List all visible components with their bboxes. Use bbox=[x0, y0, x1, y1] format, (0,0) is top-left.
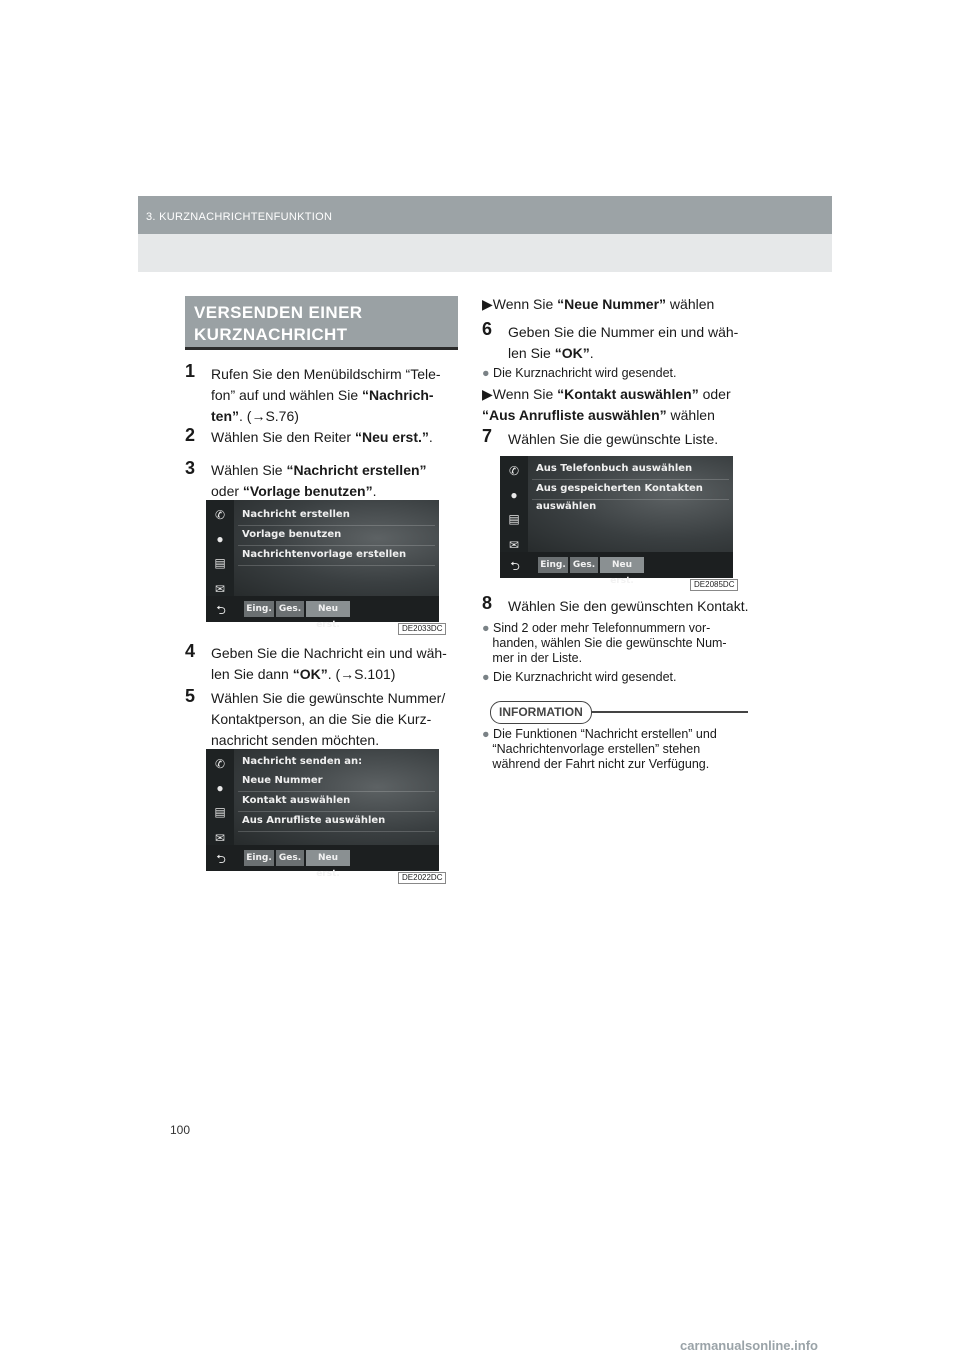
page-number: 100 bbox=[170, 1123, 191, 1137]
message-icon[interactable]: ✉ bbox=[214, 831, 226, 845]
header-subband bbox=[138, 234, 832, 272]
menu-item[interactable]: Neue Nummer bbox=[242, 775, 323, 786]
menu-item[interactable]: Aus Telefonbuch auswählen bbox=[536, 463, 693, 474]
step-number: 2 bbox=[185, 425, 196, 445]
contact-icon[interactable]: ● bbox=[216, 532, 224, 546]
note-sent-2: ● Die Kurznachricht wird gesendet. bbox=[482, 670, 677, 684]
step-number: 3 bbox=[185, 458, 196, 478]
step-8-text: Wählen Sie den gewünschten Kontakt. bbox=[508, 598, 749, 614]
step-number: 5 bbox=[185, 686, 196, 706]
information-badge: INFORMATION bbox=[490, 701, 592, 724]
phone-icon[interactable]: ✆ bbox=[508, 464, 520, 478]
tab-sent[interactable]: Ges. bbox=[276, 850, 304, 866]
phonebook-icon[interactable]: ▤ bbox=[214, 805, 226, 819]
step-number: 1 bbox=[185, 361, 196, 381]
tab-inbox[interactable]: Eing. bbox=[538, 557, 568, 573]
menu-item[interactable]: Vorlage benutzen bbox=[242, 529, 342, 540]
step-number: 8 bbox=[482, 593, 493, 613]
screen-heading: Nachricht senden an: bbox=[242, 756, 363, 767]
note-multiple-numbers: ● Sind 2 oder mehr Telefonnummern vor- handen, wählen Sie die gewünschte Num- mer in der Liste. bbox=[482, 621, 727, 665]
step-5-text: Wählen Sie die gewünschte Nummer/ Kontaktperson, an die Sie die Kurz- nachricht senden möchten. bbox=[211, 690, 446, 748]
note-sent: ● Die Kurznachricht wird gesendet. bbox=[482, 366, 677, 380]
step-3-text: Wählen Sie “Nachricht erstellen” oder “Vorlage benutzen”. bbox=[211, 462, 427, 499]
step-4-text: Geben Sie die Nachricht ein und wäh- len Sie dann “OK”. (→S.101) bbox=[211, 645, 447, 682]
tab-inbox[interactable]: Eing. bbox=[244, 850, 274, 866]
tab-new[interactable]: Neu erst. bbox=[306, 850, 350, 866]
menu-item[interactable]: Nachrichtenvorlage erstellen bbox=[242, 549, 407, 560]
watermark: carmanualsonline.info bbox=[680, 1338, 818, 1353]
step-6-text: Geben Sie die Nummer ein und wäh- len Sie “OK”. bbox=[508, 324, 739, 361]
image-code: DE2022DC bbox=[398, 872, 446, 884]
menu-item[interactable]: Nachricht erstellen bbox=[242, 509, 350, 520]
tab-sent[interactable]: Ges. bbox=[570, 557, 598, 573]
divider bbox=[238, 831, 435, 832]
phone-icon[interactable]: ✆ bbox=[214, 757, 226, 771]
back-icon[interactable]: ⮌ bbox=[216, 603, 226, 617]
back-icon[interactable]: ⮌ bbox=[216, 852, 226, 866]
tab-new[interactable]: Neu erst. bbox=[306, 601, 350, 617]
menu-item[interactable]: Aus gespeicherten Kontakten auswählen bbox=[536, 483, 703, 512]
step-7-text: Wählen Sie die gewünschte Liste. bbox=[508, 431, 719, 447]
step-1-text: Rufen Sie den Menübildschirm “Tele- fon” auf und wählen Sie “Nachrich- ten”. (→S.76) bbox=[211, 366, 441, 424]
step-2-text: Wählen Sie den Reiter “Neu erst.”. bbox=[211, 429, 433, 445]
phone-icon[interactable]: ✆ bbox=[214, 508, 226, 522]
contact-icon[interactable]: ● bbox=[510, 488, 518, 502]
menu-item[interactable]: Aus Anrufliste auswählen bbox=[242, 815, 386, 826]
phonebook-icon[interactable]: ▤ bbox=[214, 556, 226, 570]
message-icon[interactable]: ✉ bbox=[214, 582, 226, 596]
information-text: ● Die Funktionen “Nachricht erstellen” und “Nachrichtenvorlage erstellen” stehen während der Fahrt nicht zur Verfügung. bbox=[482, 727, 717, 771]
image-code: DE2033DC bbox=[398, 623, 446, 635]
divider bbox=[238, 565, 435, 566]
image-code: DE2085DC bbox=[690, 579, 738, 591]
condition-contact: ▶Wenn Sie “Kontakt auswählen” oder “Aus Anrufliste auswählen” wählen bbox=[482, 386, 731, 423]
divider bbox=[532, 499, 729, 500]
back-icon[interactable]: ⮌ bbox=[510, 559, 520, 573]
message-icon[interactable]: ✉ bbox=[508, 538, 520, 552]
step-number: 6 bbox=[482, 319, 493, 339]
step-number: 7 bbox=[482, 426, 493, 446]
tab-new[interactable]: Neu erst. bbox=[600, 557, 644, 573]
condition-new-number: ▶Wenn Sie “Neue Nummer” wählen bbox=[482, 296, 715, 312]
step-number: 4 bbox=[185, 641, 196, 661]
tab-sent[interactable]: Ges. bbox=[276, 601, 304, 617]
phonebook-icon[interactable]: ▤ bbox=[508, 512, 520, 526]
contact-icon[interactable]: ● bbox=[216, 781, 224, 795]
section-title: VERSENDEN EINER KURZNACHRICHT bbox=[185, 296, 458, 350]
tab-inbox[interactable]: Eing. bbox=[244, 601, 274, 617]
chapter-title: 3. KURZNACHRICHTENFUNKTION bbox=[146, 211, 333, 223]
menu-item[interactable]: Kontakt auswählen bbox=[242, 795, 351, 806]
